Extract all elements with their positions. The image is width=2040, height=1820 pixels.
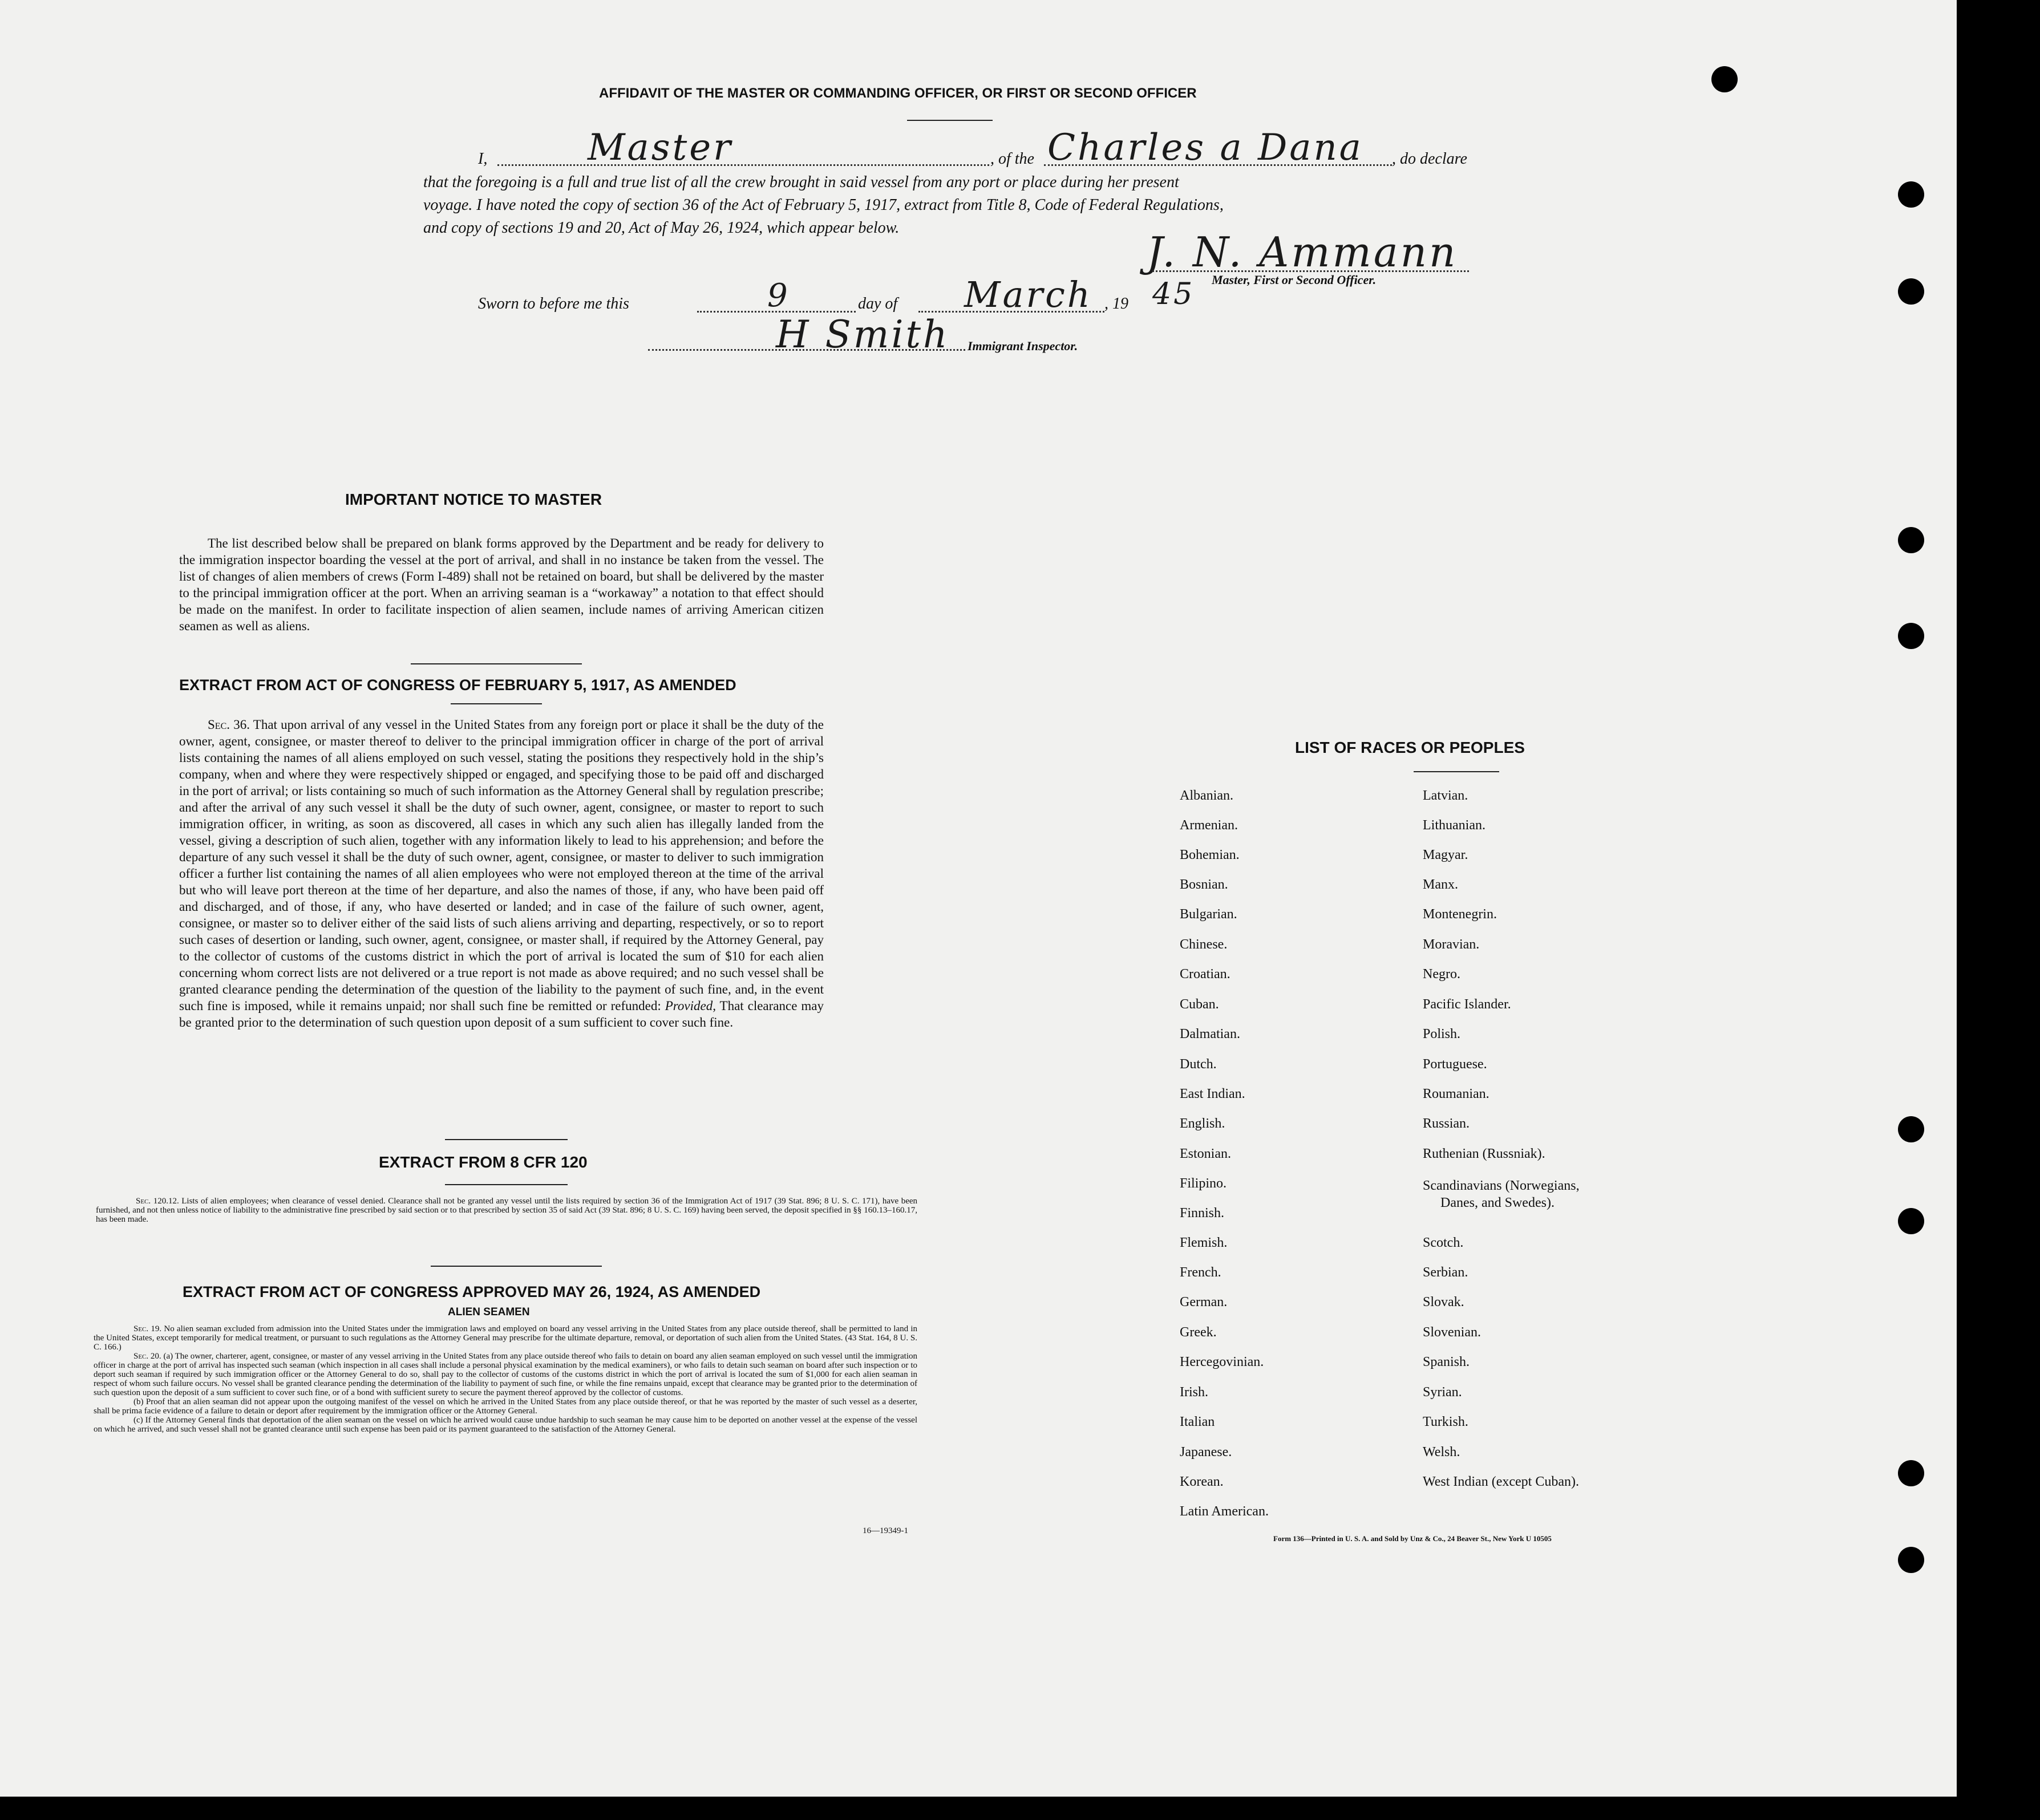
year-handwritten: 45 xyxy=(1152,277,1195,311)
day-handwritten: 9 xyxy=(767,277,790,314)
race-item: Portuguese. xyxy=(1423,1057,1487,1072)
race-item: Polish. xyxy=(1423,1027,1461,1041)
extract-1917-heading: EXTRACT FROM ACT OF CONGRESS OF FEBRUARY 5, 1917, AS AMENDED xyxy=(179,676,736,694)
race-item: Scotch. xyxy=(1423,1235,1464,1250)
cfr-heading: EXTRACT FROM 8 CFR 120 xyxy=(379,1153,588,1171)
sworn-text: Sworn to before me this xyxy=(478,295,629,313)
vessel-handwritten: Charles a Dana xyxy=(1047,127,1363,169)
year-prefix: , 19 xyxy=(1104,295,1128,313)
race-item: Syrian. xyxy=(1423,1385,1462,1400)
officer-line xyxy=(497,164,989,166)
section-36-end: That clearance may be granted prior to the determination of such question upon deposit of a sum sufficient to cover such fine. xyxy=(179,999,824,1029)
race-item: Slovak. xyxy=(1423,1295,1464,1310)
declaration-line-2: that the foregoing is a full and true list of all the crew brought in said vessel from any port or place during her present xyxy=(423,173,1179,191)
punch-hole xyxy=(1898,1547,1924,1573)
month-handwritten: March xyxy=(964,274,1092,315)
punch-hole xyxy=(1898,1208,1924,1234)
cfr-text xyxy=(96,1197,917,1224)
race-item: Negro. xyxy=(1423,967,1460,982)
race-item: Armenian. xyxy=(1180,818,1238,833)
notice-text xyxy=(179,535,824,634)
race-item: Pacific Islander. xyxy=(1423,997,1511,1012)
race-item: Turkish. xyxy=(1423,1414,1468,1429)
divider xyxy=(445,1184,568,1185)
race-item: Magyar. xyxy=(1423,848,1468,862)
divider xyxy=(1414,771,1499,772)
race-item: Latvian. xyxy=(1423,788,1468,803)
cfr-section-body: Lists of alien employees; when clearance of vessel denied. Clearance shall not be granted any vessel until the lists required by section 36 of the Immigration Act of 1917 (39 Stat. 896; 8 U. S. C. 171), have been furnished, and not then unless notice of liability to the administrative fine prescribed by said section or to that prescribed by section 35 of said Act (39 Stat. 896; 8 U. S. C. 169) having been served, the deposit specified in §§ 160.13–160.17, has been made. xyxy=(96,1197,918,1224)
provided-label: Provided, xyxy=(665,999,716,1013)
race-item: French. xyxy=(1180,1265,1221,1280)
punch-hole xyxy=(1898,1460,1924,1486)
race-item: English. xyxy=(1180,1116,1225,1131)
race-item: Welsh. xyxy=(1423,1445,1460,1460)
race-item: Albanian. xyxy=(1180,788,1233,803)
race-item: Irish. xyxy=(1180,1385,1208,1400)
race-item: Scandinavians (Norwegians, xyxy=(1423,1178,1580,1193)
race-item: East Indian. xyxy=(1180,1087,1245,1101)
race-item: Cuban. xyxy=(1180,997,1219,1012)
race-item: Bulgarian. xyxy=(1180,907,1237,922)
punch-hole xyxy=(1898,181,1924,208)
race-item: Spanish. xyxy=(1423,1355,1470,1369)
race-item: Serbian. xyxy=(1423,1265,1468,1280)
punch-hole xyxy=(1898,527,1924,553)
master-caption: Master, First or Second Officer. xyxy=(1212,273,1377,287)
of-the-text: , of the xyxy=(990,150,1034,168)
section-20b-body: (b) Proof that an alien seaman did not appear upon the outgoing manifest of the vessel on which he arrived in the United States from any place outside thereof, or that he was reported by the master of such vessel as a deserter, shall be prima facie evidence of a failure to detain or deport after requirement by the immigration officer or the Attorney General. xyxy=(94,1397,917,1416)
divider xyxy=(411,663,582,664)
day-of-text: day of xyxy=(858,295,898,313)
race-item: Roumanian. xyxy=(1423,1087,1489,1101)
race-item: Croatian. xyxy=(1180,967,1231,982)
race-item: Bohemian. xyxy=(1180,848,1240,862)
notice-heading: IMPORTANT NOTICE TO MASTER xyxy=(345,491,602,508)
race-item: Japanese. xyxy=(1180,1445,1232,1460)
race-item: Slovenian. xyxy=(1423,1325,1481,1340)
race-item: Manx. xyxy=(1423,877,1458,892)
section-36-label: Sec. 36. xyxy=(208,718,250,732)
notice-paragraph: The list described below shall be prepared on blank forms approved by the Department and be ready for delivery to the immigration inspector boarding the vessel at the port of arrival, and shall in no instance be taken from the vessel. The list of changes of alien members of crews (Form I-489) shall not be retained on board, but shall be delivered by the master to the principal immigration officer at the port. When an arriving seaman is a “workaway” a notation to that effect should be made on the manifest. In order to facilitate inspection of alien seamen, include names of arriving American citizen seamen as well as aliens. xyxy=(179,536,824,633)
race-item: Italian xyxy=(1180,1414,1215,1429)
form-note: Form 136—Printed in U. S. A. and Sold by Unz & Co., 24 Beaver St., New York U 10505 xyxy=(1273,1534,1552,1543)
inspector-signature: H Smith xyxy=(776,313,950,356)
race-item: Hercegovinian. xyxy=(1180,1355,1264,1369)
race-item: Estonian. xyxy=(1180,1146,1231,1161)
section-36-text xyxy=(179,716,824,1031)
inspector-caption: Immigrant Inspector. xyxy=(968,339,1078,353)
race-item: Dutch. xyxy=(1180,1057,1217,1072)
race-item: Flemish. xyxy=(1180,1235,1228,1250)
race-item: Lithuanian. xyxy=(1423,818,1486,833)
race-item: Chinese. xyxy=(1180,937,1228,952)
divider xyxy=(431,1266,602,1267)
section-20a-body: (a) The owner, charterer, agent, consignee, or master of any vessel arriving in the United States from any place outside thereof who fails to detain on board any alien seaman employed on such vessel until the immigration officer in charge at the port of arrival has inspected such seaman (which inspection in all cases shall include a personal physical examination by the medical examiners), or who fails to detain such seaman on board after such inspection or to deport such seaman if required by such immigration officer or the Attorney General to do so, shall pay to the collector of customs of the customs district in which the port of arrival is located the sum of $1,000 for each alien seaman in respect of whom such failure occurs. No vessel shall be granted clearance pending the determination of the liability to payment of such fine, or while the fine remains unpaid, except that clearance may be granted prior to the determination of such question upon the deposit of a sum sufficient to cover such fine, or of a bond with sufficient surety to secure the payment thereof approved by the collector of customs. xyxy=(94,1352,918,1397)
declaration-line-3: voyage. I have noted the copy of section 36 of the Act of February 5, 1917, extract from Title 8, Code of Federal Regulations, xyxy=(423,196,1224,214)
punch-hole xyxy=(1898,278,1924,305)
race-item: West Indian (except Cuban). xyxy=(1423,1474,1579,1489)
master-signature: J. N. Ammann xyxy=(1147,228,1458,276)
section-20-label: Sec. 20. xyxy=(133,1352,161,1361)
race-item: Danes, and Swedes). xyxy=(1440,1195,1555,1210)
race-item: German. xyxy=(1180,1295,1228,1310)
race-item: Filipino. xyxy=(1180,1176,1227,1191)
race-item: Korean. xyxy=(1180,1474,1224,1489)
section-19-label: Sec. 19. xyxy=(133,1324,162,1333)
declaration-i: I, xyxy=(478,150,488,168)
race-item: Greek. xyxy=(1180,1325,1217,1340)
alien-seamen-subheading: ALIEN SEAMEN xyxy=(448,1306,530,1318)
punch-hole xyxy=(1711,66,1738,92)
race-item: Ruthenian (Russniak). xyxy=(1423,1146,1545,1161)
declaration-line-4: and copy of sections 19 and 20, Act of May 26, 1924, which appear below. xyxy=(423,219,900,237)
race-item: Russian. xyxy=(1423,1116,1470,1131)
print-code: 16—19349-1 xyxy=(863,1526,908,1535)
race-item: Dalmatian. xyxy=(1180,1027,1240,1041)
do-declare-text: , do declare xyxy=(1392,150,1467,168)
race-item: Latin American. xyxy=(1180,1504,1269,1519)
extract-1924-text xyxy=(94,1324,917,1434)
race-item: Finnish. xyxy=(1180,1206,1225,1221)
section-20c-body: (c) If the Attorney General finds that deportation of the alien seaman on the vessel on which he arrived would cause undue hardship to such seaman he may cause him to be deported on another vessel at the expense of the vessel on which he arrived, and such vessel shall not be granted clearance until such expense has been paid or its payment guaranteed to the satisfaction of the Attorney General. xyxy=(94,1416,917,1434)
punch-hole xyxy=(1898,1116,1924,1142)
divider xyxy=(451,703,542,704)
race-item: Montenegrin. xyxy=(1423,907,1497,922)
race-item: Bosnian. xyxy=(1180,877,1228,892)
divider xyxy=(445,1139,568,1140)
officer-handwritten: Master xyxy=(588,127,733,169)
punch-hole xyxy=(1898,623,1924,649)
section-19-body: No alien seaman excluded from admission into the United States under the immigration laws and employed on board any vessel arriving in the United States from any place outside thereof, shall be permitted to land in the United States, except temporarily for medical treatment, or pursuant to such regulations as the Attorney General may prescribe for the ultimate departure, removal, or deportation of such alien from the United States. (43 Stat. 164, 8 U. S. C. 166.) xyxy=(94,1324,918,1352)
divider xyxy=(907,120,993,121)
cfr-section-label: Sec. 120.12. xyxy=(136,1197,179,1206)
extract-1924-heading: EXTRACT FROM ACT OF CONGRESS APPROVED MAY 26, 1924, AS AMENDED xyxy=(183,1283,761,1300)
signature-line xyxy=(1152,270,1469,272)
section-36-body: That upon arrival of any vessel in the United States from any foreign port or place it shall be the duty of the owner, agent, consignee, or master thereof to deliver to the principal immigration officer in charge of the port of arrival lists containing the names of all aliens employed on such vessel, stating the positions they respectively hold in the ship’s company, when and where they were respectively shipped or engaged, and specifying those to be paid off and discharged in the port of arrival; or lists containing so much of such information as the Attorney General shall by regulation prescribe; and after the arrival of any such vessel it shall be the duty of such owner, agent, consignee, or master to report to such immigration officer, in writing, as soon as discovered, all cases in which any such alien has illegally landed from the vessel, giving a description of such alien, together with any information likely to lead to his apprehension; and before the departure of any such vessel it shall be the duty of such owner, agent, consignee, or master to deliver to such immigration officer a further list containing the names of all alien employees who were not employed thereon at the time of the arrival but who will leave port thereon at the time of her departure, and also the names of those, if any, who have been paid off and discharged, and of those, if any, who have deserted or landed; and in case of the failure of such owner, agent, consignee, or master so to deliver either of the said lists of such aliens arriving and departing, respectively, or so to report such cases of desertion or landing, such owner, agent, consignee, or master shall, if required by the Attorney General, pay to the collector of customs of the customs district in which the port of arrival is located the sum of $10 for each alien concerning whom correct lists are not delivered or a true report is not made as above required; and no such vessel shall be granted clearance pending the determination of the question of the liability to the payment of such fine, and, in the event such fine is imposed, while it remains unpaid; nor shall such fine be remitted or refunded: xyxy=(179,718,824,1013)
affidavit-heading: AFFIDAVIT OF THE MASTER OR COMMANDING OFFICER, OR FIRST OR SECOND OFFICER xyxy=(599,86,1197,101)
race-item: Moravian. xyxy=(1423,937,1480,952)
races-heading: LIST OF RACES OR PEOPLES xyxy=(1295,739,1525,756)
